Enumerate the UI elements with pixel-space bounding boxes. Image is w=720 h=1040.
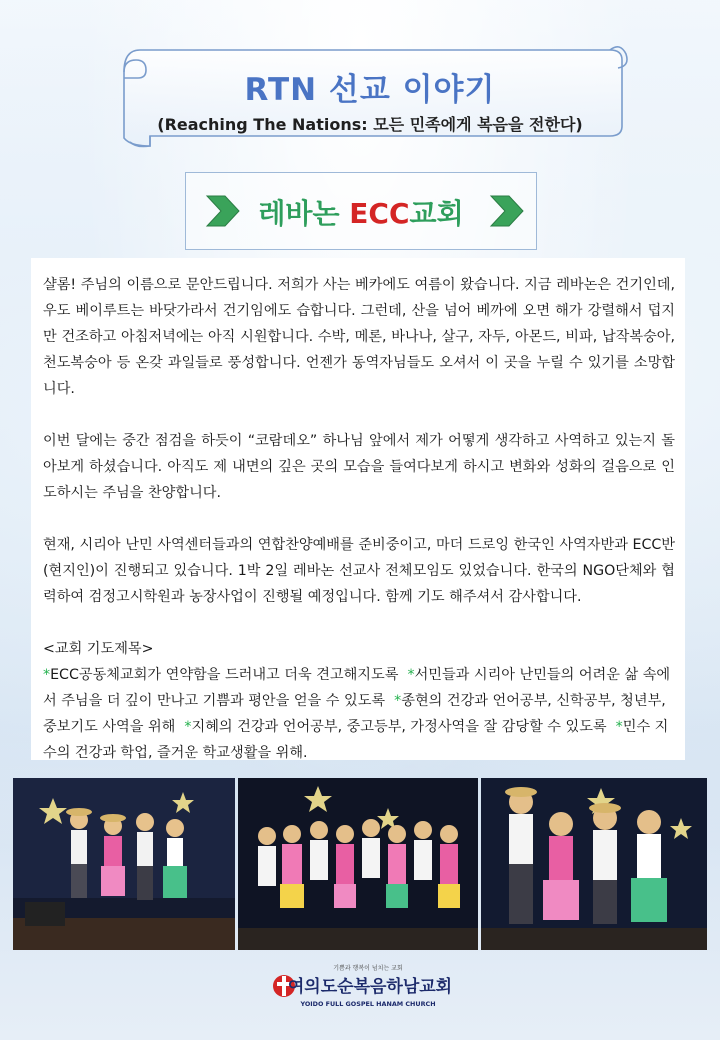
page-title: RTN 선교 이야기 <box>244 72 496 108</box>
prayer-marker: * <box>407 667 415 683</box>
letter-body <box>31 258 685 760</box>
photo-strip <box>13 778 707 950</box>
children-performance-photo-1 <box>13 778 235 950</box>
prayer-marker: * <box>394 693 402 709</box>
church-name-highlight: ECC <box>349 197 410 230</box>
logo-tagline: 기쁨과 행복이 넘치는 교회 <box>333 965 403 972</box>
church-logo <box>270 962 450 1026</box>
prayer-item: ECC공동체교회가 연약함을 드러내고 더욱 견고해지도록 <box>50 667 399 683</box>
church-name-prefix: 레바논 <box>258 197 350 230</box>
prayer-item: 서민들과 시리아 난민들의 어려운 삶 속에서 주님을 더 깊이 만나고 기쁨과 평안을 얻을 수 있도록 <box>43 667 671 709</box>
prayer-heading: <교회 기도제목> <box>43 641 154 657</box>
prayer-item: 종현의 건강과 언어공부, 신학공부, 청년부, 중보기도 사역을 위해 <box>43 693 666 735</box>
children-performance-photo-2 <box>238 778 478 950</box>
logo-korean: 여의도순복음하남교회 <box>287 977 450 997</box>
title-banner <box>110 42 630 154</box>
church-name-suffix: 교회 <box>409 197 464 230</box>
prayer-list <box>43 662 675 766</box>
church-name-banner <box>185 172 537 250</box>
prayer-marker: * <box>615 719 623 735</box>
prayer-marker: * <box>184 719 192 735</box>
letter-paragraph: 이번 달에는 중간 점검을 하듯이 “코람데오” 하나님 앞에서 제가 어떻게 생각하고 사역하고 있는지 돌아보게 하셨습니다. 아직도 제 내면의 깊은 곳의 모습을 들여다보게 하시고 변화와 성화의 걸음으로 인도하시는 주님을 찬양합니다. <box>43 433 675 501</box>
chevron-right-icon <box>487 194 527 228</box>
letter-paragraph: 샬롬! 주님의 이름으로 문안드립니다. 저희가 사는 베카에도 여름이 왔습니다. 지금 레바논은 건기인데, 우도 베이루트는 바닷가라서 건기임에도 습합니다. 그런데, 산을 넘어 베까에 오면 해가 강렬해서 덥지만 건조하고 아침저녁에는 아직 시원합니다. 수박, 메론, 바나나, 살구, 자두, 아몬드, 비파, 납작복숭아, 천도복숭아 등 온갖 과일들로 풍성합니다. 언젠가 동역자님들도 오셔서 이 곳을 누릴 수 있기를 소망합니다. <box>43 277 675 397</box>
prayer-item: 지혜의 건강과 언어공부, 중고등부, 가정사역을 잘 감당할 수 있도록 <box>191 719 607 735</box>
prayer-item: 민수 지수의 건강과 학업, 즐거운 학교생활을 위해. <box>43 719 669 761</box>
letter-paragraph: 현재, 시리아 난민 사역센터들과의 연합찬양예배를 준비중이고, 마더 드로잉 한국인 사역자반과 ECC반(현지인)이 진행되고 있습니다. 1박 2일 레바논 선교사 전체모임도 있었습니다. 한국의 NGO단체와 협력하여 검정고시학원과 농장사업이 진행될 예정입니다. 함께 기도 해주셔서 감사합니다. <box>43 537 675 605</box>
page-subtitle: (Reaching The Nations: 모든 민족에게 복음을 전한다) <box>157 115 583 134</box>
church-name <box>185 192 537 232</box>
logo-english: YOIDO FULL GOSPEL HANAM CHURCH <box>300 1000 436 1008</box>
children-performance-photo-3 <box>481 778 707 950</box>
prayer-marker: * <box>43 667 51 683</box>
